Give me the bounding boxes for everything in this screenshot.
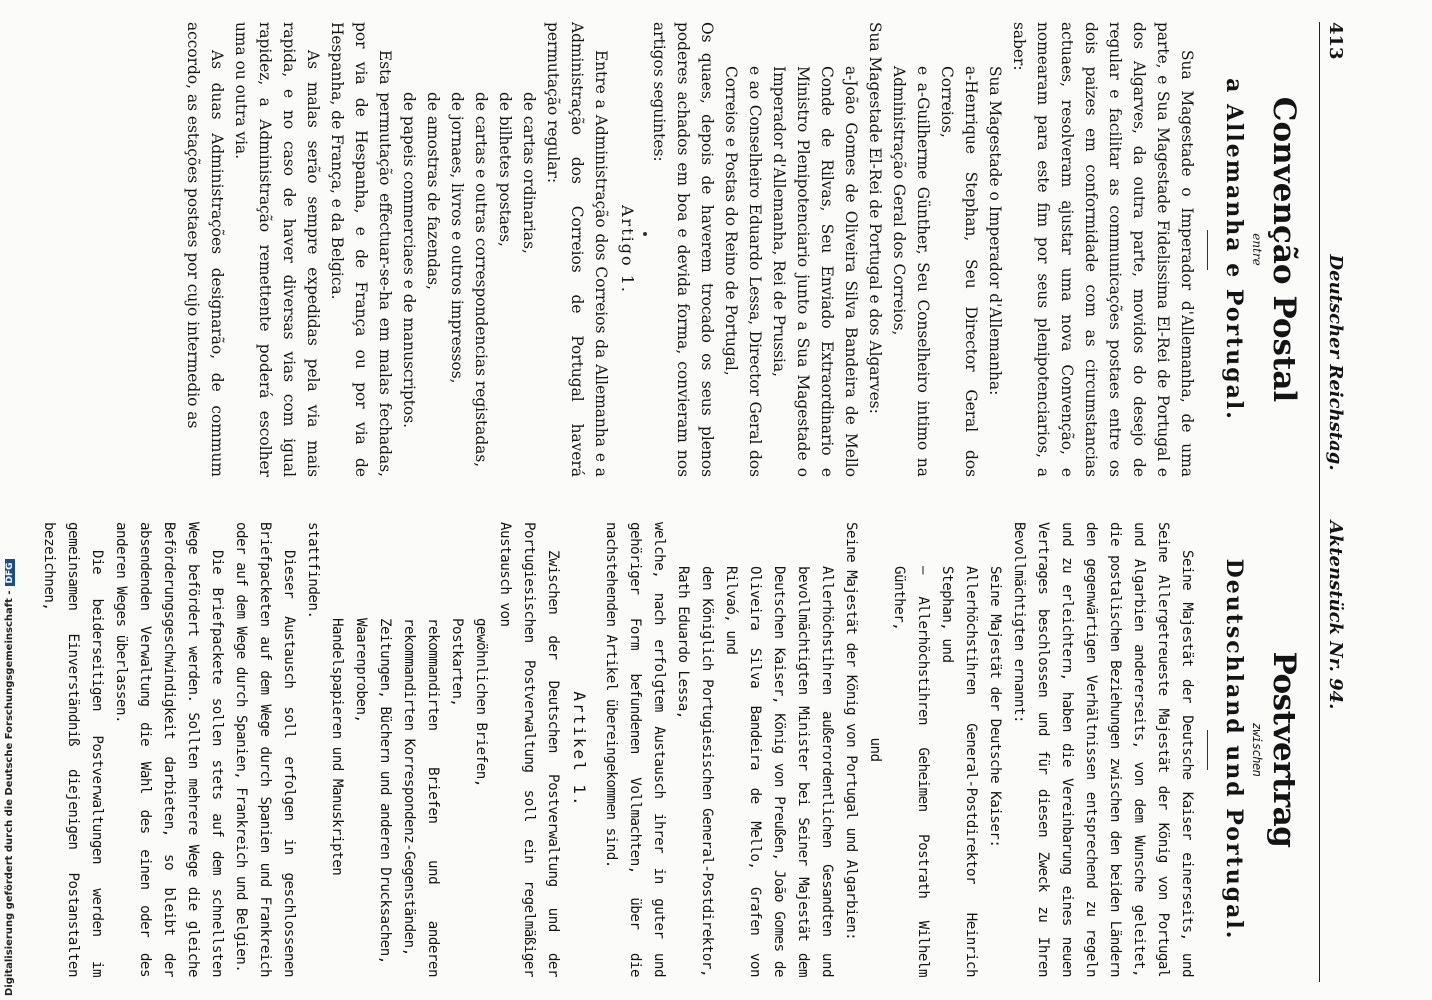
portuguese-plenipotentiary-4: e ao Conselheiro Eduardo Lessa, Director Geral dos Correios e Postas do Reino de Portugal, bbox=[722, 66, 764, 477]
portuguese-emperor: Sua Magestade o Imperador d'Allemanha: bbox=[986, 66, 1004, 396]
portuguese-paragraph: As malas serão sempre expedidas pela via mais rapida, e no caso de haver diversas vias com igual rapidez, a Administração remettente poderá escolher uma ou outra via. bbox=[232, 22, 322, 477]
portuguese-item: de amostras de fazendas, bbox=[424, 92, 442, 290]
running-header bbox=[1319, 22, 1350, 982]
german-plenipotentiary-1: Allerhöchstihren General-Postdirektor Heinrich Stephan, und bbox=[939, 566, 979, 977]
german-item: gewöhnlichen Briefen, bbox=[473, 618, 489, 787]
german-item: rekommandirten Briefen und anderen rekommandirten Korrespondenz-Gegenständen, bbox=[401, 618, 441, 977]
portuguese-king: Sua Magestade El-Rei de Portugal e dos Algarves: bbox=[866, 22, 884, 414]
portuguese-countries: a Allemanha e Portugal. bbox=[1221, 78, 1247, 421]
german-column bbox=[37, 522, 1306, 977]
german-item: Postkarten, bbox=[449, 618, 465, 707]
scan-speck bbox=[643, 232, 647, 236]
rotated-page-content bbox=[41, 22, 1350, 982]
portuguese-article-text: Entre a Administração dos Correios da Allemanha e a Administração dos Correios de Portugal haverá permutação regular: bbox=[544, 22, 610, 477]
page-number: 413 bbox=[1325, 22, 1346, 60]
german-item: Waarenproben, bbox=[353, 618, 369, 723]
portuguese-item: de papeis commerciaes e de manuscriptos. bbox=[400, 92, 418, 429]
portuguese-plenipotentiary-1: a-Henrique Stephan, Seu Director Geral dos Correios, bbox=[938, 66, 980, 477]
german-king: Seine Majestät der König von Portugal und Algarbien: bbox=[843, 522, 859, 941]
portuguese-plenipotentiary-2: e a-Guilherme Günther, Seu Conselheiro intimo na Administração Geral dos Correios, bbox=[890, 66, 932, 477]
german-items-end: stattfinden. bbox=[305, 522, 321, 619]
german-article-heading: Artikel 1. bbox=[570, 691, 589, 808]
title-rule bbox=[1207, 730, 1208, 770]
portuguese-paragraph: Esta permutação effectuar-se-ha em malas fechadas, por via de Hespanha, e de França ou por via de Hespanha, de França, e da Belgica. bbox=[328, 22, 394, 477]
german-and: und bbox=[867, 737, 883, 762]
german-article-text: Zwischen der Deutschen Postverwaltung und der Portugiesischen Postverwaltung soll ein regelmäßiger Austausch von bbox=[497, 522, 561, 977]
german-plenipotentiary-3: Allerhöchstihren außerordentlichen Gesandten und bevollmächtigten Minister bei Seiner Majestät dem Deutschen Kaiser, König von Preußen, João Gomes de Oliveira Silva Bandeira de Mello, Grafen von Rilvaó, und bbox=[723, 566, 835, 977]
portuguese-item: de jornaes, livros e outros impressos, bbox=[448, 92, 466, 384]
portuguese-column bbox=[181, 22, 1306, 477]
german-paragraph: Dieser Austausch soll erfolgen in geschlossenen Briefpacketen auf dem Wege durch Spanien und Frankreich oder auf dem Wege durch Spanien, Frankreich und Belgien. bbox=[233, 522, 297, 977]
title-rule bbox=[1207, 230, 1208, 270]
dfg-logo: DFG bbox=[5, 559, 15, 586]
portuguese-preamble: Sua Magestade o Imperador d'Allemanha, de uma parte, e Sua Magestade Fidelissima El-Rei de Portugal e dos Algarves, da outra parte, movidos do desejo de regular e facilitar as communicações postaes entre os dois paizes em conformidade com as circumstancias actuaes, resolveram ajustar uma nova Convenção, e nomearam para este fim por seus plenipotenciarios, a saber: bbox=[1010, 22, 1196, 477]
german-plenipotentiary-4: den Königlich Portugiesischen General-Postdirektor, Rath Eduardo Lessa, bbox=[675, 566, 715, 977]
german-plenipotentiary-2: — Allerhöchstihren Geheimen Postrath Wilhelm Günther, bbox=[891, 566, 931, 977]
header-title bbox=[1325, 222, 1346, 742]
portuguese-item: de cartas e outras correspondencias registadas, bbox=[472, 92, 490, 468]
credit-text: Digitalisierung gefördert durch die Deutsche Forschungsgemeinschaft - bbox=[4, 590, 15, 996]
german-paragraph: Die beiderseitigen Postverwaltungen werden im gemeinsamen Einverständniß diejenigen Postanstalten bezeichnen, bbox=[41, 522, 105, 977]
german-countries: Deutschland und Portugal. bbox=[1221, 558, 1247, 941]
german-closing: welche, nach erfolgtem Austausch ihrer in guter und gehöriger Form befundenen Vollmachten, über die nachstehenden Artikel übereingekommen sind. bbox=[603, 522, 667, 977]
german-item: Handelspapieren und Manuskripten bbox=[329, 618, 345, 876]
header-aktenstueck: Aktenstück Nr. 94. bbox=[1325, 520, 1346, 710]
portuguese-article-heading: Artigo 1. bbox=[618, 205, 637, 294]
portuguese-title: Convenção Postal bbox=[1266, 96, 1302, 403]
header-reichstag: Deutscher Reichstag. bbox=[1325, 254, 1346, 471]
german-paragraph: Die Briefpackete sollen stets auf dem schnellsten Wege befördert werden. Sollten mehrere Wege die gleiche Beförderungsgeschwindigkeit darbieten, so bleibt der absendenden Verwaltung die Wahl des einen oder des anderen Weges überlassen. bbox=[113, 522, 225, 977]
german-emperor: Seine Majestät der Deutsche Kaiser: bbox=[987, 566, 1003, 848]
portuguese-paragraph: As duas Administrações designarão, de commum accordo, as estações postaes por cujo intermedio as bbox=[184, 22, 226, 477]
portuguese-item: de bilhetes postaes, bbox=[496, 92, 514, 247]
german-between: zwischen bbox=[1250, 722, 1264, 777]
german-item: Zeitungen, Büchern und anderen Drucksachen, bbox=[377, 618, 393, 964]
portuguese-item: de cartas ordinarias, bbox=[520, 92, 538, 254]
portuguese-closing: Os quaes, depois de haverem trocado os seus plenos poderes achados em boa e devida forma, convieram nos artigos seguintes: bbox=[650, 22, 716, 477]
german-preamble: Seine Majestät der Deutsche Kaiser einerseits, und Seine Allergetreueste Majestät der König von Portugal und Algarbien andererseits, von dem Wunsche geleitet, die postalischen Beziehungen zwischen den beiden Ländern den gegenwärtigen Verhältnissen entsprechend zu regeln und zu erleichtern, haben die Vereinbarung eines neuen Vertrages beschlossen und für diesen Zweck zu Ihren Bevollmächtigten ernannt: bbox=[1011, 522, 1195, 977]
german-title: Postvertrag bbox=[1266, 651, 1302, 848]
portuguese-plenipotentiary-3: a-João Gomes de Oliveira Silva Bandeira de Mello Conde de Rilvas, Seu Enviado Extraordinario e Ministro Plenipotenciario junto a Sua Magestade o Imperador d'Allemanha, Rei de Prussia, bbox=[770, 66, 860, 477]
digitization-credit bbox=[4, 559, 15, 996]
portuguese-between: entre bbox=[1250, 233, 1264, 266]
